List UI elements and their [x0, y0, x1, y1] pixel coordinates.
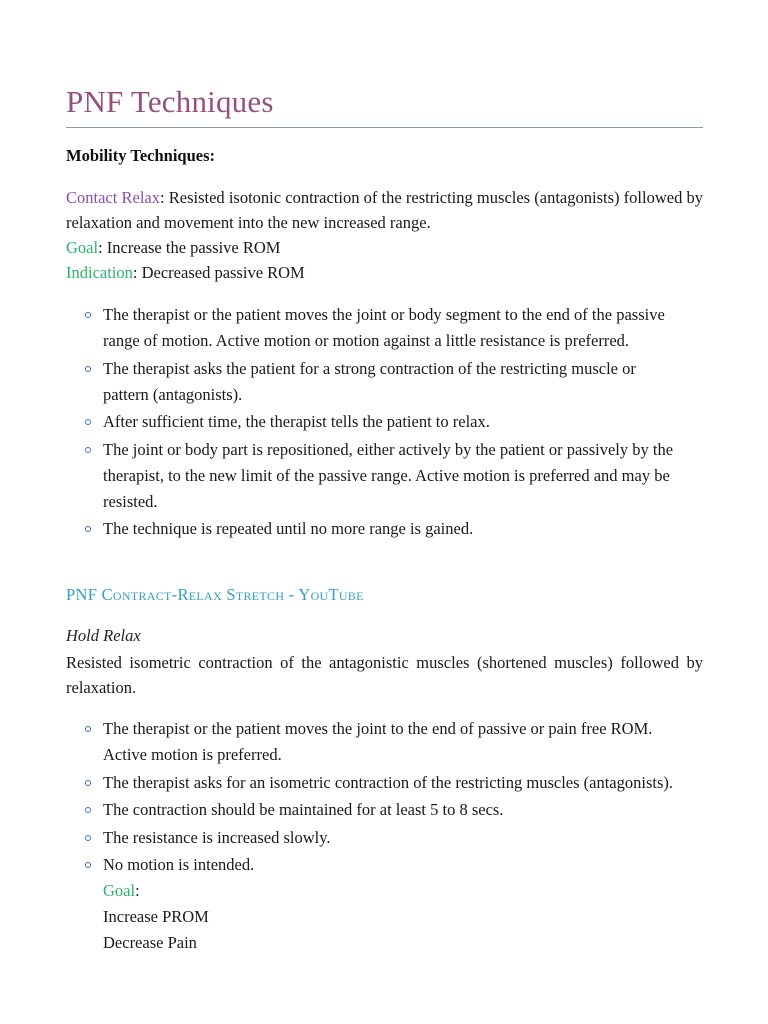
- indication-text: : Decreased passive ROM: [132, 263, 305, 282]
- contact-relax-definition-text: : Resisted isotonic contraction of the restricting muscles (antagonists) followed by relaxation and movement into the new increased range.: [66, 188, 703, 232]
- contact-relax-definition: [66, 185, 703, 235]
- hollow-circle-bullet-icon: [85, 726, 91, 732]
- goal-item: Decrease Pain: [103, 933, 197, 952]
- list-item-text: The therapist asks the patient for a strong contraction of the restricting muscle or pattern (antagonists).: [103, 358, 636, 404]
- hollow-circle-bullet-icon: [85, 780, 91, 786]
- hollow-circle-bullet-icon: [85, 419, 91, 425]
- page-title: PNF Techniques: [66, 84, 274, 119]
- list-item: [66, 852, 703, 956]
- hollow-circle-bullet-icon: [85, 366, 91, 372]
- list-item-text: The therapist asks for an isometric contraction of the restricting muscles (antagonists).: [103, 772, 673, 792]
- goal-label: Goal: [66, 238, 99, 257]
- list-item-text: The therapist or the patient moves the joint or body segment to the end of the passive range of motion. Active motion or motion against a little resistance is preferred.: [103, 305, 665, 350]
- hollow-circle-bullet-icon: [85, 862, 91, 868]
- list-item-text: The therapist or the patient moves the joint to the end of passive or pain free ROM. Active motion is preferred.: [103, 719, 653, 764]
- list-item: [66, 716, 703, 768]
- goal-label: Goal: [103, 881, 136, 900]
- contact-relax-indication: [66, 260, 305, 285]
- hold-relax-heading: Hold Relax: [66, 626, 141, 645]
- hold-relax-steps-list: [66, 716, 703, 958]
- contact-relax-goal: [66, 235, 280, 260]
- list-item-text: The joint or body part is repositioned, either actively by the patient or passively by the therapist, to the new limit of the passive range. Active motion is preferred and may be resisted.: [103, 439, 674, 511]
- title-divider: [66, 127, 703, 128]
- list-item: [66, 797, 703, 823]
- list-item: [66, 516, 703, 542]
- indication-label: Indication: [66, 263, 133, 282]
- hold-relax-definition: Resisted isometric contraction of the antagonistic muscles (shortened muscles) followed by relaxation.: [66, 653, 703, 697]
- list-item-text: No motion is intended.: [103, 855, 255, 874]
- section-heading-mobility: Mobility Techniques:: [66, 146, 215, 165]
- list-item-text: The resistance is increased slowly.: [103, 827, 331, 847]
- list-item: [66, 437, 703, 515]
- hollow-circle-bullet-icon: [85, 312, 91, 318]
- list-item: [66, 302, 703, 354]
- contact-relax-term: Contact Relax: [66, 188, 160, 207]
- hollow-circle-bullet-icon: [85, 835, 91, 841]
- list-item: [66, 825, 703, 851]
- youtube-video-link[interactable]: PNF Contract-Relax Stretch - YouTube: [66, 585, 364, 604]
- list-item-text: The contraction should be maintained for at least 5 to 8 secs.: [103, 800, 504, 819]
- goal-item: Increase PROM: [103, 907, 209, 926]
- goal-suffix: :: [135, 881, 140, 900]
- list-item-text: The technique is repeated until no more range is gained.: [103, 519, 474, 538]
- list-item: [66, 770, 703, 796]
- goal-text: : Increase the passive ROM: [98, 238, 281, 257]
- list-item-text: After sufficient time, the therapist tells the patient to relax.: [103, 412, 490, 431]
- list-item: [66, 409, 703, 435]
- hollow-circle-bullet-icon: [85, 447, 91, 453]
- hold-relax-goal-line: [103, 881, 140, 900]
- contact-relax-steps-list: [66, 302, 703, 544]
- hollow-circle-bullet-icon: [85, 807, 91, 813]
- list-item: [66, 356, 703, 408]
- hollow-circle-bullet-icon: [85, 526, 91, 532]
